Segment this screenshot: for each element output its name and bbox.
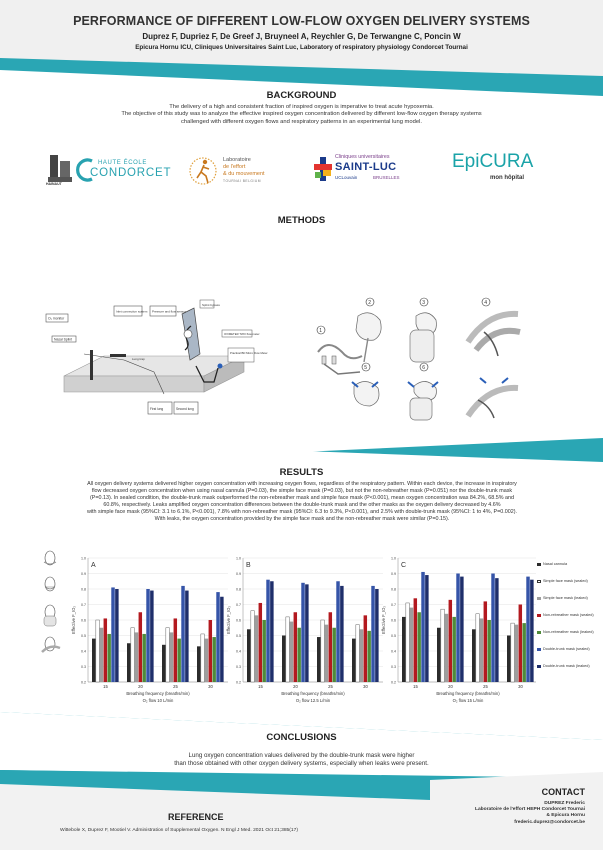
bar bbox=[255, 615, 258, 682]
bar bbox=[146, 589, 149, 682]
background-text bbox=[30, 104, 573, 126]
diagram-label-pressure: Pressure and flow sensor bbox=[152, 309, 186, 314]
y-tick-label: 0.7 bbox=[391, 602, 396, 607]
lab-line-3: & du mouvement bbox=[223, 171, 265, 177]
y-tick-label: 0.4 bbox=[391, 649, 396, 654]
bar bbox=[460, 577, 463, 682]
lab-line-4: TOURNAI BELGIUM bbox=[223, 179, 262, 183]
conclusions-line-1: Lung oxygen concentration values delivered by the double-trunk mask were higher bbox=[188, 752, 415, 759]
panel-label: C bbox=[401, 562, 407, 569]
legend-swatch bbox=[537, 614, 541, 617]
methods-title: METHODS bbox=[277, 215, 326, 226]
conclusions-text bbox=[60, 752, 543, 768]
bar bbox=[294, 612, 297, 682]
reference-text: Wittebole X, Duprez F, Mootiel V. Administration of Supplemental Oxygen. N Engl J Med. 2021 Oct 21;385(17) bbox=[60, 828, 298, 833]
bar bbox=[197, 646, 200, 682]
reference-title: REFERENCE bbox=[168, 812, 224, 822]
bar bbox=[375, 589, 378, 682]
legend-swatch bbox=[537, 563, 541, 566]
diagram-label-second-lung: Second lung bbox=[176, 407, 194, 411]
diagram-label-o2-monitor: O₂ monitor bbox=[48, 316, 65, 321]
conclusions-title: CONCLUSIONS bbox=[266, 732, 337, 743]
bar bbox=[352, 639, 355, 682]
bar bbox=[104, 618, 107, 682]
epicura-main-label: EpiCURA bbox=[452, 151, 534, 172]
pictogram-non-rebreather-icon bbox=[44, 605, 56, 626]
methods-line-2: The oxygen concentration sampled inside the lung model by nasal cannula, simple face mask, non-rebreather mask, and double trunk mask above nasal bbox=[105, 237, 498, 244]
legend-item-nrb-sealed bbox=[537, 613, 601, 630]
panel-label: A bbox=[91, 562, 96, 569]
condorcet-main-label: CONDORCET bbox=[90, 167, 172, 179]
flow-label: O₂ flow 10 L/min bbox=[142, 698, 174, 703]
bar bbox=[297, 628, 300, 682]
saint-luc-logo bbox=[313, 152, 423, 190]
pictogram-double-trunk-icon bbox=[42, 637, 60, 652]
hainaut-label: HAINAUT bbox=[46, 182, 62, 186]
saint-luc-sub-2: BRUXELLES bbox=[373, 175, 400, 180]
background-line-2: The objective of this study was to analyze the effective inspired oxygen concentration delivered by different low-flow oxygen therapy systems bbox=[121, 111, 482, 118]
bar bbox=[526, 577, 529, 682]
bar bbox=[495, 578, 498, 682]
bar bbox=[185, 591, 188, 682]
bar bbox=[115, 589, 118, 682]
x-tick-label: 25 bbox=[173, 684, 178, 689]
bar bbox=[286, 617, 289, 682]
x-tick-label: 25 bbox=[328, 684, 333, 689]
lab-effort-logo bbox=[189, 154, 289, 190]
pictogram-face-mask-icon bbox=[45, 577, 55, 591]
y-tick-label: 0.7 bbox=[81, 602, 86, 607]
bar bbox=[410, 608, 413, 682]
device-5-mask-sealed-icon bbox=[352, 363, 379, 406]
bar bbox=[174, 618, 177, 682]
bar bbox=[170, 632, 173, 682]
contact-name: DUPREZ Frederic bbox=[544, 801, 585, 806]
bar bbox=[317, 637, 320, 682]
y-tick-label: 0.3 bbox=[81, 664, 86, 669]
bar bbox=[259, 603, 262, 682]
x-tick-label: 15 bbox=[413, 684, 418, 689]
legend-item-nasal-cannula bbox=[537, 562, 601, 579]
y-tick-label: 0.6 bbox=[81, 618, 86, 623]
y-tick-label: 0.7 bbox=[236, 602, 241, 607]
affiliation-line: Epicura Hornu ICU, Cliniques Universitaires Saint Luc, Laboratory of respiratory physiology Condorcet Tournai bbox=[135, 44, 468, 51]
y-tick-label: 0.3 bbox=[391, 664, 396, 669]
legend-item-dt-leaked bbox=[537, 664, 601, 681]
bar bbox=[476, 614, 479, 682]
epicura-logo bbox=[452, 151, 542, 189]
y-tick-label: 0.5 bbox=[81, 633, 86, 638]
bar bbox=[487, 620, 490, 682]
lab-line-1: Laboratoire bbox=[223, 157, 251, 163]
bar bbox=[216, 592, 219, 682]
bar bbox=[212, 637, 215, 682]
legend-label: Double-trunk mask (leaked) bbox=[543, 664, 590, 668]
background-title: BACKGROUND bbox=[266, 90, 337, 101]
results-line-5: with simple face mask (95%CI: 3.1 to 6.1%, P<0.001), 7.8% with non-rebreather mask (95%CI: 6.3 to 9.3%, P<0.001), and 2.5% with double-trunk mask (95%CI: 1 to 4%, P=0.002). bbox=[86, 509, 518, 515]
bar bbox=[530, 580, 533, 682]
epicura-sub-label: mon hôpital bbox=[490, 175, 524, 181]
panel-label: B bbox=[246, 562, 251, 569]
y-axis-label: Effective F_IO₂ bbox=[226, 605, 231, 635]
bar bbox=[220, 597, 223, 682]
condorcet-logo bbox=[46, 153, 176, 189]
bar bbox=[100, 628, 103, 682]
device-number-2: 2 bbox=[368, 300, 372, 306]
bar bbox=[402, 617, 405, 682]
bar bbox=[484, 601, 487, 682]
bar bbox=[515, 625, 518, 682]
y-tick-label: 0.2 bbox=[236, 680, 241, 685]
methods-line-4: The three masks were sealed tight onto the model's airway opening. They were also tested with standardized leaks to determine their clinical performance. bbox=[103, 252, 500, 259]
device-7-double-trunk-leak-icon bbox=[468, 378, 518, 418]
bar bbox=[162, 645, 165, 682]
y-tick-label: 0.9 bbox=[391, 571, 396, 576]
bar bbox=[131, 628, 134, 682]
y-tick-label: 1.0 bbox=[236, 556, 241, 561]
methods-line-3: cannula tested at oxygen flows of 10, 12.5 and 15L/min, was quantified. bbox=[209, 244, 394, 251]
legend-swatch bbox=[537, 631, 541, 634]
bar bbox=[301, 583, 304, 682]
diagram-label-first-lung: First lung bbox=[150, 407, 164, 411]
bar bbox=[332, 628, 335, 682]
flow-label: O₂ flow 15 L/min bbox=[452, 698, 484, 703]
y-tick-label: 0.2 bbox=[391, 680, 396, 685]
bar bbox=[367, 631, 370, 682]
condorcet-top-label: HAUTE ÉCOLE bbox=[98, 160, 147, 166]
methods-line-1: An adult lung model ventilated in volume control mode simulated different respiratory patterns to obtain mean inspiratory flow of 22.5, 30, 37.5, or 45L/min. bbox=[103, 230, 500, 236]
legend-swatch bbox=[537, 580, 541, 583]
bar bbox=[445, 614, 448, 682]
saint-luc-cross-icon bbox=[313, 156, 333, 182]
bar bbox=[282, 636, 285, 683]
legend-item-nrb-leaked bbox=[537, 630, 601, 647]
methods-text bbox=[30, 230, 573, 260]
bar bbox=[507, 636, 510, 683]
lung-model-diagram bbox=[44, 296, 274, 426]
results-text bbox=[22, 481, 582, 523]
bar bbox=[270, 581, 273, 682]
bar bbox=[364, 615, 367, 682]
x-axis-label: Breathing frequency (breaths/min) bbox=[126, 691, 190, 696]
results-line-1: All oxygen delivery systems delivered higher oxygen concentration with increasing oxygen flows, regardless of the respiratory pattern. Within each device, the increase in inspiratory bbox=[87, 481, 517, 487]
device-2-simple-face-mask-icon bbox=[356, 298, 381, 362]
saint-luc-sub-1: UCLouvain bbox=[335, 175, 358, 180]
bar bbox=[266, 580, 269, 682]
y-tick-label: 0.6 bbox=[391, 618, 396, 623]
legend-label: Nasal cannula bbox=[543, 562, 568, 566]
bar bbox=[92, 639, 95, 682]
diagram-label-splint: Splint bypass bbox=[202, 303, 220, 307]
bar bbox=[127, 643, 130, 682]
contact-lab: Laboratoire de l'effort HEPH Condorcet Tournai bbox=[474, 807, 585, 813]
bar bbox=[371, 586, 374, 682]
device-3-non-rebreather-icon bbox=[410, 298, 436, 362]
bar bbox=[251, 611, 254, 682]
bar bbox=[205, 639, 208, 682]
x-tick-label: 30 bbox=[208, 684, 213, 689]
bar bbox=[262, 620, 265, 682]
flow-label: O₂ flow 12.5 L/min bbox=[295, 698, 331, 703]
legend-label: Non-rebreather mask (leaked) bbox=[543, 630, 594, 634]
legend-swatch bbox=[537, 665, 541, 668]
bar bbox=[321, 620, 324, 682]
y-tick-label: 0.4 bbox=[236, 649, 241, 654]
x-tick-label: 15 bbox=[103, 684, 108, 689]
bar bbox=[421, 572, 424, 682]
bar bbox=[406, 603, 409, 682]
y-tick-label: 0.8 bbox=[236, 587, 241, 592]
contact-title: CONTACT bbox=[541, 787, 585, 797]
runner-icon bbox=[189, 154, 221, 188]
bar bbox=[139, 612, 142, 682]
saint-luc-main-label: SAINT-LUC bbox=[335, 161, 397, 173]
device-number-6: 6 bbox=[422, 365, 426, 371]
bar bbox=[247, 629, 250, 682]
bar bbox=[107, 634, 110, 682]
chart-device-pictograms bbox=[38, 548, 62, 698]
bar bbox=[414, 598, 417, 682]
bar bbox=[336, 581, 339, 682]
bar bbox=[340, 586, 343, 682]
bar bbox=[519, 605, 522, 683]
results-line-2: flow decreased oxygen concentration when using nasal cannula (P=0.03), the simple face mask (P=0.03), but not the non-rebreather mask (P=0.051) nor the double-trunk mask bbox=[91, 488, 513, 494]
x-tick-label: 15 bbox=[258, 684, 263, 689]
device-number-4: 4 bbox=[484, 300, 488, 306]
bar bbox=[491, 574, 494, 683]
y-tick-label: 0.5 bbox=[236, 633, 241, 638]
results-line-3: (P=0.13). In sealed condition, the double-trunk mask outperformed the non-rebreather mask and simple face mask (P<0.001), mean oxygen concentration was 84.2%, 68.5% and bbox=[89, 495, 514, 501]
legend-item-simple-sealed bbox=[537, 579, 601, 596]
bar bbox=[456, 574, 459, 683]
background-line-1: The delivery of a high and consistent fraction of inspired oxygen is imperative to treat acute hypoxemia. bbox=[169, 104, 434, 110]
bar bbox=[150, 591, 153, 682]
x-tick-label: 20 bbox=[138, 684, 143, 689]
bar bbox=[452, 617, 455, 682]
x-tick-label: 30 bbox=[363, 684, 368, 689]
legend-swatch bbox=[537, 648, 541, 651]
bar bbox=[166, 628, 169, 682]
bar bbox=[417, 612, 420, 682]
bar bbox=[522, 623, 525, 682]
y-tick-label: 0.3 bbox=[236, 664, 241, 669]
bar bbox=[96, 620, 99, 682]
bar bbox=[437, 628, 440, 682]
bar bbox=[177, 639, 180, 682]
bar bbox=[449, 600, 452, 682]
legend-label: Non-rebreather mask (sealed) bbox=[543, 613, 594, 617]
legend-label: Simple face mask (sealed) bbox=[543, 579, 588, 583]
x-tick-label: 25 bbox=[483, 684, 488, 689]
results-title: RESULTS bbox=[279, 467, 324, 478]
author-list: Duprez F, Dupriez F, De Greef J, Bruyneel A, Reychler G, De Terwangne C, Poncin W bbox=[142, 32, 461, 41]
device-illustrations bbox=[308, 292, 530, 427]
y-axis-label: Effective F_IO₂ bbox=[381, 605, 386, 635]
y-tick-label: 0.2 bbox=[81, 680, 86, 685]
device-number-3: 3 bbox=[422, 300, 426, 306]
bar bbox=[360, 629, 363, 682]
conclusions-line-2: than those obtained with other oxygen delivery systems, especially when leaks were present. bbox=[174, 760, 429, 767]
legend-item-simple-leaked bbox=[537, 596, 601, 613]
pictogram-nasal-cannula-icon bbox=[44, 551, 56, 565]
bar bbox=[209, 620, 212, 682]
x-tick-label: 20 bbox=[293, 684, 298, 689]
bar bbox=[305, 584, 308, 682]
contact-hospital: & Epicura Hornu bbox=[546, 813, 585, 819]
contact-details bbox=[425, 801, 585, 826]
x-tick-label: 20 bbox=[448, 684, 453, 689]
legend-item-dt-sealed bbox=[537, 647, 601, 664]
results-bar-charts bbox=[70, 550, 536, 710]
diagram-label-flowmeter: OXIMETER TWO flow meter bbox=[224, 332, 260, 336]
saint-luc-top-label: Cliniques universitaires bbox=[335, 154, 390, 160]
legend-label: Double-trunk mask (sealed) bbox=[543, 647, 590, 651]
y-tick-label: 0.4 bbox=[81, 649, 86, 654]
background-line-3: challenged with different oxygen flows and respiratory patterns in an experimental lung model. bbox=[181, 118, 422, 125]
x-axis-label: Breathing frequency (breaths/min) bbox=[281, 691, 345, 696]
legend-swatch bbox=[537, 597, 541, 600]
bar bbox=[480, 618, 483, 682]
header-box bbox=[0, 0, 603, 90]
diagram-label-trap: Lung trap bbox=[132, 357, 145, 361]
results-line-4: 60.8%, respectively. Leaks amplified oxygen concentration differences between the double-trunk mask and the other masks as the oxygen delivery decreased by 4.6% bbox=[103, 502, 501, 508]
device-number-5: 5 bbox=[364, 365, 368, 371]
device-number-1: 1 bbox=[319, 328, 323, 334]
device-6-mask-leak-icon bbox=[408, 363, 438, 420]
y-tick-label: 0.8 bbox=[81, 587, 86, 592]
bar bbox=[511, 623, 514, 682]
y-tick-label: 1.0 bbox=[391, 556, 396, 561]
chart-legend bbox=[537, 562, 601, 681]
diagram-label-practical: Practical BD Micro Flow Meter bbox=[230, 351, 268, 355]
bar bbox=[329, 612, 332, 682]
y-tick-label: 1.0 bbox=[81, 556, 86, 561]
bar bbox=[441, 609, 444, 682]
poster-title: PERFORMANCE OF DIFFERENT LOW-FLOW OXYGEN DELIVERY SYSTEMS bbox=[73, 14, 530, 28]
bar bbox=[181, 586, 184, 682]
results-line-6: With leaks, the oxygen concentration provided by the simple face mask and the non-rebreather mask were similar (P=0.15). bbox=[154, 516, 450, 522]
y-axis-label: Effective F_IO₂ bbox=[71, 605, 76, 635]
x-tick-label: 30 bbox=[518, 684, 523, 689]
bar bbox=[356, 625, 359, 682]
device-4-double-trunk-icon bbox=[468, 298, 520, 356]
bar bbox=[142, 634, 145, 682]
x-axis-label: Breathing frequency (breaths/min) bbox=[436, 691, 500, 696]
y-tick-label: 0.9 bbox=[81, 571, 86, 576]
bar bbox=[111, 587, 114, 682]
bar bbox=[425, 575, 428, 682]
device-1-nasal-cannula-icon bbox=[317, 326, 362, 374]
y-tick-label: 0.6 bbox=[236, 618, 241, 623]
legend-label: Simple face mask (leaked) bbox=[543, 596, 588, 600]
bar bbox=[135, 632, 138, 682]
contact-email[interactable]: frederic.duprez@condorcet.be bbox=[514, 819, 585, 825]
diagram-label-nasal: Nasal Splint bbox=[54, 337, 73, 342]
bar bbox=[290, 622, 293, 682]
y-tick-label: 0.8 bbox=[391, 587, 396, 592]
diagram-label-inlet: Inlet connection system bbox=[116, 309, 148, 314]
bar bbox=[325, 625, 328, 682]
bar bbox=[472, 629, 475, 682]
y-tick-label: 0.5 bbox=[391, 633, 396, 638]
y-tick-label: 0.9 bbox=[236, 571, 241, 576]
lab-line-2: de l'effort bbox=[223, 164, 246, 170]
bar bbox=[201, 634, 204, 682]
